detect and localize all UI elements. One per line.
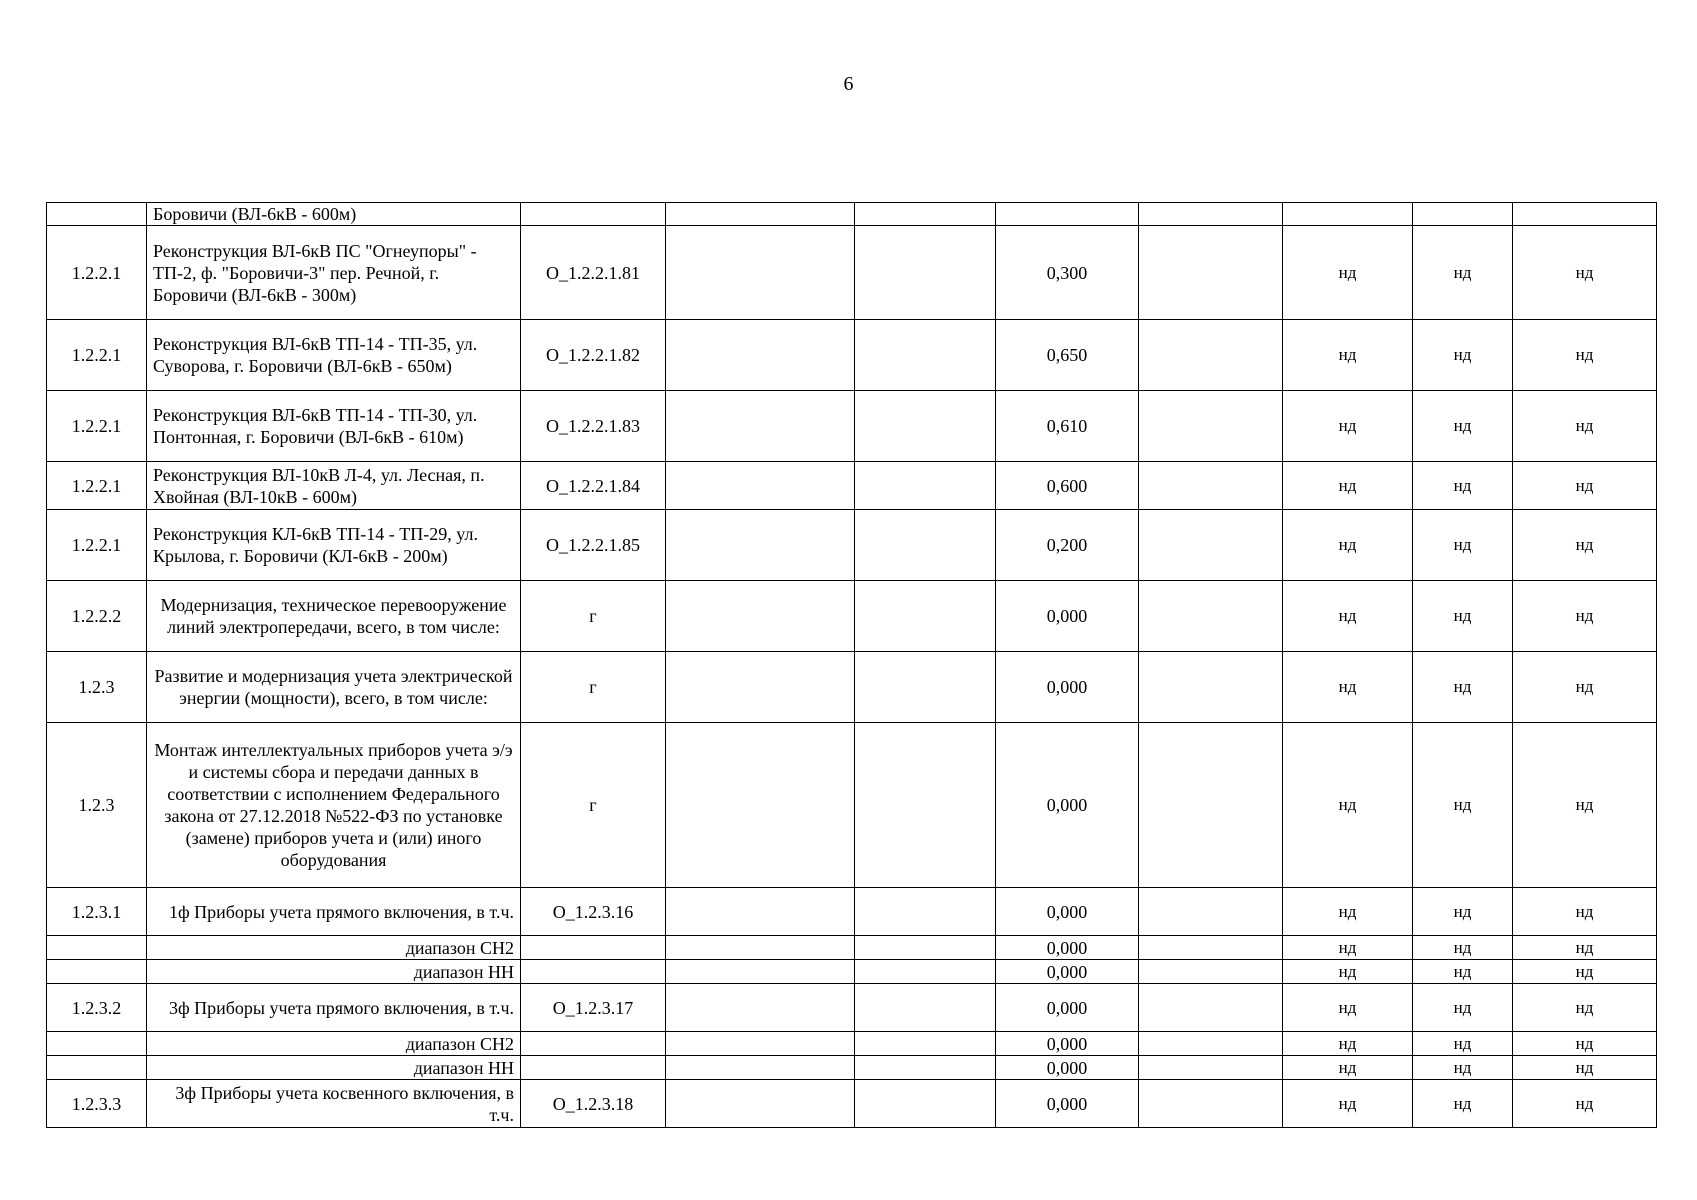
row-name: Модернизация, техническое перевооружение линий электропередачи, всего, в том числе: (147, 581, 521, 652)
row-code: г (521, 723, 666, 888)
row-nd-1: нд (1283, 462, 1413, 510)
row-nd-1: нд (1283, 1056, 1413, 1080)
row-nd-2: нд (1413, 581, 1513, 652)
row-code: О_1.2.2.1.81 (521, 226, 666, 320)
row-nd-2: нд (1413, 391, 1513, 462)
row-value: 0,000 (996, 723, 1139, 888)
row-value: 0,000 (996, 1056, 1139, 1080)
row-value: 0,000 (996, 936, 1139, 960)
row-number: 1.2.2.1 (47, 462, 147, 510)
empty-cell (855, 888, 996, 936)
table-row (47, 936, 1657, 960)
table-row (47, 226, 1657, 320)
row-name: диапазон СН2 (147, 1032, 521, 1056)
empty-cell (855, 320, 996, 391)
row-code: г (521, 581, 666, 652)
row-nd-3: нд (1513, 1080, 1657, 1128)
empty-cell (666, 984, 855, 1032)
row-nd-1: нд (1283, 226, 1413, 320)
empty-cell (1139, 652, 1283, 723)
empty-cell (666, 510, 855, 581)
row-name: Монтаж интеллектуальных приборов учета э/э и системы сбора и передачи данных в соответствии с исполнением Федерального закона от 27.12.2018 №522-ФЗ по установке (замене) приборов учета и (или) иного оборудования (147, 723, 521, 888)
row-nd-3: нд (1513, 320, 1657, 391)
row-nd-2: нд (1413, 1032, 1513, 1056)
empty-cell (666, 203, 855, 226)
row-value: 0,650 (996, 320, 1139, 391)
row-code: О_1.2.2.1.83 (521, 391, 666, 462)
empty-cell (855, 462, 996, 510)
row-nd-3: нд (1513, 723, 1657, 888)
row-nd-1: нд (1283, 652, 1413, 723)
row-nd-2 (1413, 203, 1513, 226)
row-name: 3ф Приборы учета косвенного включения, в т.ч. (147, 1080, 521, 1128)
page-number: 6 (843, 73, 854, 95)
row-code (521, 936, 666, 960)
empty-cell (1139, 581, 1283, 652)
row-nd-2: нд (1413, 984, 1513, 1032)
empty-cell (1139, 984, 1283, 1032)
row-name: Развитие и модернизация учета электрической энергии (мощности), всего, в том числе: (147, 652, 521, 723)
empty-cell (855, 1032, 996, 1056)
row-value: 0,200 (996, 510, 1139, 581)
row-value: 0,000 (996, 1032, 1139, 1056)
row-nd-3: нд (1513, 391, 1657, 462)
row-name: Реконструкция ВЛ-6кВ ПС "Огнеупоры" - ТП-2, ф. "Боровичи-3" пер. Речной, г. Боровичи (ВЛ-6кВ - 300м) (147, 226, 521, 320)
empty-cell (666, 226, 855, 320)
empty-cell (666, 1080, 855, 1128)
empty-cell (666, 652, 855, 723)
row-nd-2: нд (1413, 1056, 1513, 1080)
empty-cell (666, 888, 855, 936)
row-code: О_1.2.3.18 (521, 1080, 666, 1128)
empty-cell (666, 1032, 855, 1056)
row-nd-1: нд (1283, 1080, 1413, 1128)
row-nd-3: нд (1513, 510, 1657, 581)
row-value: 0,300 (996, 226, 1139, 320)
row-nd-3: нд (1513, 1032, 1657, 1056)
row-nd-1: нд (1283, 391, 1413, 462)
row-number (47, 960, 147, 984)
row-number: 1.2.3.1 (47, 888, 147, 936)
row-value: 0,600 (996, 462, 1139, 510)
empty-cell (1139, 510, 1283, 581)
empty-cell (666, 1056, 855, 1080)
empty-cell (855, 652, 996, 723)
row-code: О_1.2.2.1.82 (521, 320, 666, 391)
row-value: 0,000 (996, 888, 1139, 936)
row-nd-3: нд (1513, 960, 1657, 984)
empty-cell (666, 581, 855, 652)
row-nd-2: нд (1413, 462, 1513, 510)
empty-cell (666, 462, 855, 510)
row-name: диапазон НН (147, 1056, 521, 1080)
empty-cell (1139, 203, 1283, 226)
row-value: 0,610 (996, 391, 1139, 462)
row-name: Реконструкция ВЛ-10кВ Л-4, ул. Лесная, п. Хвойная (ВЛ-10кВ - 600м) (147, 462, 521, 510)
row-value: 0,000 (996, 1080, 1139, 1128)
row-number: 1.2.3.3 (47, 1080, 147, 1128)
empty-cell (855, 1056, 996, 1080)
empty-cell (855, 391, 996, 462)
row-nd-1: нд (1283, 320, 1413, 391)
row-number (47, 203, 147, 226)
row-nd-3: нд (1513, 1056, 1657, 1080)
row-number (47, 936, 147, 960)
row-nd-2: нд (1413, 320, 1513, 391)
table-row (47, 723, 1657, 888)
row-nd-2: нд (1413, 936, 1513, 960)
row-name: Боровичи (ВЛ-6кВ - 600м) (147, 203, 521, 226)
empty-cell (1139, 1032, 1283, 1056)
row-name: диапазон СН2 (147, 936, 521, 960)
row-name: Реконструкция ВЛ-6кВ ТП-14 - ТП-30, ул. Понтонная, г. Боровичи (ВЛ-6кВ - 610м) (147, 391, 521, 462)
row-value: 0,000 (996, 581, 1139, 652)
row-nd-1: нд (1283, 1032, 1413, 1056)
empty-cell (1139, 226, 1283, 320)
empty-cell (666, 320, 855, 391)
empty-cell (855, 1080, 996, 1128)
empty-cell (1139, 320, 1283, 391)
row-nd-2: нд (1413, 888, 1513, 936)
table-row (47, 203, 1657, 226)
row-nd-1: нд (1283, 936, 1413, 960)
table-row (47, 984, 1657, 1032)
row-nd-3: нд (1513, 888, 1657, 936)
row-nd-1: нд (1283, 960, 1413, 984)
empty-cell (1139, 960, 1283, 984)
row-number (47, 1056, 147, 1080)
empty-cell (666, 960, 855, 984)
row-nd-1: нд (1283, 888, 1413, 936)
row-number: 1.2.2.1 (47, 320, 147, 391)
table-row (47, 581, 1657, 652)
row-number: 1.2.3 (47, 723, 147, 888)
row-nd-3: нд (1513, 652, 1657, 723)
empty-cell (666, 391, 855, 462)
empty-cell (1139, 936, 1283, 960)
empty-cell (855, 960, 996, 984)
row-nd-3: нд (1513, 581, 1657, 652)
row-code: О_1.2.3.17 (521, 984, 666, 1032)
row-nd-1: нд (1283, 984, 1413, 1032)
row-number: 1.2.2.1 (47, 510, 147, 581)
empty-cell (1139, 1080, 1283, 1128)
empty-cell (855, 723, 996, 888)
empty-cell (855, 581, 996, 652)
row-nd-3: нд (1513, 462, 1657, 510)
row-code: г (521, 652, 666, 723)
empty-cell (855, 510, 996, 581)
row-number (47, 1032, 147, 1056)
row-nd-3: нд (1513, 984, 1657, 1032)
investment-table (46, 202, 1657, 1128)
table-body (47, 203, 1657, 1128)
row-nd-2: нд (1413, 1080, 1513, 1128)
row-code (521, 960, 666, 984)
row-code: О_1.2.2.1.85 (521, 510, 666, 581)
empty-cell (855, 936, 996, 960)
empty-cell (855, 226, 996, 320)
row-nd-2: нд (1413, 960, 1513, 984)
row-nd-2: нд (1413, 723, 1513, 888)
row-value: 0,000 (996, 984, 1139, 1032)
row-name: 1ф Приборы учета прямого включения, в т.ч. (147, 888, 521, 936)
row-nd-2: нд (1413, 510, 1513, 581)
table-row (47, 1056, 1657, 1080)
empty-cell (855, 203, 996, 226)
row-name: диапазон НН (147, 960, 521, 984)
row-value: 0,000 (996, 652, 1139, 723)
row-nd-1: нд (1283, 510, 1413, 581)
empty-cell (666, 936, 855, 960)
row-name: Реконструкция КЛ-6кВ ТП-14 - ТП-29, ул. Крылова, г. Боровичи (КЛ-6кВ - 200м) (147, 510, 521, 581)
row-nd-1 (1283, 203, 1413, 226)
empty-cell (855, 984, 996, 1032)
row-code (521, 1056, 666, 1080)
empty-cell (1139, 462, 1283, 510)
row-code: О_1.2.3.16 (521, 888, 666, 936)
table-row (47, 1080, 1657, 1128)
row-number: 1.2.2.2 (47, 581, 147, 652)
table-row (47, 652, 1657, 723)
table-row (47, 391, 1657, 462)
empty-cell (1139, 1056, 1283, 1080)
row-nd-3: нд (1513, 936, 1657, 960)
row-nd-1: нд (1283, 581, 1413, 652)
row-name: Реконструкция ВЛ-6кВ ТП-14 - ТП-35, ул. Суворова, г. Боровичи (ВЛ-6кВ - 650м) (147, 320, 521, 391)
row-value: 0,000 (996, 960, 1139, 984)
row-number: 1.2.2.1 (47, 391, 147, 462)
row-number: 1.2.2.1 (47, 226, 147, 320)
row-name: 3ф Приборы учета прямого включения, в т.ч. (147, 984, 521, 1032)
row-nd-1: нд (1283, 723, 1413, 888)
row-nd-2: нд (1413, 652, 1513, 723)
table-row (47, 462, 1657, 510)
table-row (47, 320, 1657, 391)
row-code (521, 1032, 666, 1056)
row-number: 1.2.3 (47, 652, 147, 723)
empty-cell (1139, 723, 1283, 888)
empty-cell (666, 723, 855, 888)
row-nd-3 (1513, 203, 1657, 226)
table-row (47, 960, 1657, 984)
table-row (47, 888, 1657, 936)
row-nd-2: нд (1413, 226, 1513, 320)
table-row (47, 510, 1657, 581)
row-code (521, 203, 666, 226)
row-number: 1.2.3.2 (47, 984, 147, 1032)
row-value (996, 203, 1139, 226)
table-row (47, 1032, 1657, 1056)
row-code: О_1.2.2.1.84 (521, 462, 666, 510)
row-nd-3: нд (1513, 226, 1657, 320)
empty-cell (1139, 391, 1283, 462)
empty-cell (1139, 888, 1283, 936)
